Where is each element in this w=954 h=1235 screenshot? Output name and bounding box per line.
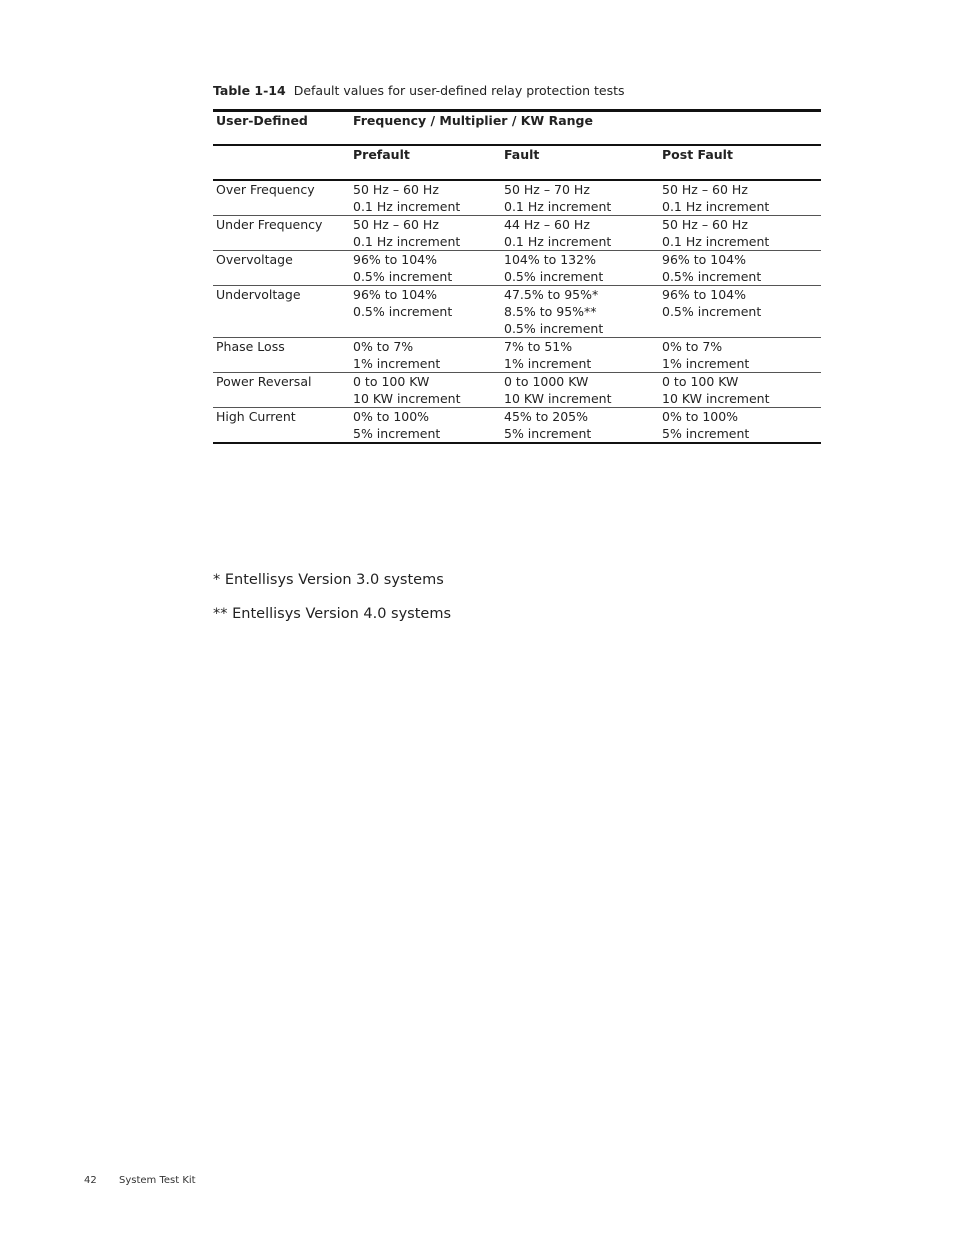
cell-postfault <box>659 372 821 407</box>
table-row <box>213 180 821 216</box>
cell-fault <box>501 250 659 285</box>
cell-postfault <box>659 407 821 443</box>
cell-line: 0.1 Hz increment <box>504 233 612 249</box>
cell-line: 1% increment <box>504 355 592 371</box>
table-row <box>213 407 821 443</box>
cell-prefault <box>350 215 501 250</box>
cell-line: 10 KW increment <box>353 390 461 406</box>
cell-line: 7% to 51% <box>504 338 573 354</box>
row-label: Over Frequency <box>216 181 315 197</box>
row-label: Under Frequency <box>216 216 323 232</box>
table-caption <box>213 83 625 98</box>
cell-line: 1% increment <box>353 355 441 371</box>
cell-line: 104% to 132% <box>504 251 596 267</box>
cell-prefault <box>350 372 501 407</box>
cell-line: 10 KW increment <box>504 390 612 406</box>
table-number: Table 1-14 <box>213 83 286 98</box>
header-prefault: Prefault <box>353 146 410 162</box>
table-row <box>213 285 821 337</box>
cell-fault <box>501 215 659 250</box>
cell-line: 0.1 Hz increment <box>353 233 461 249</box>
cell-line: 0% to 100% <box>662 408 739 424</box>
cell-line: 0 to 100 KW <box>353 373 430 389</box>
cell-line: 0 to 1000 KW <box>504 373 589 389</box>
cell-prefault <box>350 337 501 372</box>
subheader-blank <box>213 145 350 180</box>
page-footer <box>84 1175 196 1186</box>
header-fault: Fault <box>504 146 540 162</box>
row-label: Power Reversal <box>216 373 312 389</box>
cell-postfault <box>659 337 821 372</box>
cell-fault <box>501 285 659 337</box>
cell-line: 0.5% increment <box>504 268 604 284</box>
cell-prefault <box>350 180 501 216</box>
cell-fault <box>501 372 659 407</box>
footnote-version-3: * Entellisys Version 3.0 systems <box>213 572 444 588</box>
header-range-group: Frequency / Multiplier / KW Range <box>353 113 593 128</box>
cell-line: 10 KW increment <box>662 390 770 406</box>
table-row <box>213 372 821 407</box>
cell-line: 5% increment <box>662 425 750 441</box>
cell-line: 0% to 7% <box>662 338 723 354</box>
cell-postfault <box>659 285 821 337</box>
table-caption-text: Default values for user-defined relay protection tests <box>293 83 625 98</box>
cell-line: 44 Hz – 60 Hz <box>504 216 590 232</box>
table-body <box>213 180 821 443</box>
cell-fault <box>501 407 659 443</box>
cell-line: 5% increment <box>353 425 441 441</box>
cell-line: 0.5% increment <box>353 268 453 284</box>
row-label: Undervoltage <box>216 286 301 302</box>
cell-postfault <box>659 250 821 285</box>
cell-line: 50 Hz – 70 Hz <box>504 181 590 197</box>
cell-line: 0.5% increment <box>662 268 762 284</box>
cell-line: 8.5% to 95%** <box>504 303 597 319</box>
cell-line: 96% to 104% <box>353 251 438 267</box>
cell-line: 0.1 Hz increment <box>353 198 461 214</box>
cell-line: 96% to 104% <box>662 251 747 267</box>
cell-line: 50 Hz – 60 Hz <box>662 216 748 232</box>
table-row <box>213 337 821 372</box>
table-subheader-row <box>213 145 821 180</box>
cell-line: 0.1 Hz increment <box>504 198 612 214</box>
cell-line: 0.1 Hz increment <box>662 198 770 214</box>
cell-line: 0.5% increment <box>662 303 762 319</box>
cell-line: 50 Hz – 60 Hz <box>353 216 439 232</box>
cell-line: 1% increment <box>662 355 750 371</box>
cell-prefault <box>350 250 501 285</box>
cell-line: 50 Hz – 60 Hz <box>662 181 748 197</box>
cell-prefault <box>350 407 501 443</box>
row-label: Phase Loss <box>216 338 285 354</box>
cell-fault <box>501 180 659 216</box>
cell-postfault <box>659 215 821 250</box>
footnote-version-4: ** Entellisys Version 4.0 systems <box>213 606 452 622</box>
header-post-fault: Post Fault <box>662 146 733 162</box>
header-user-defined: User-Defined <box>216 113 308 128</box>
row-label: High Current <box>216 408 296 424</box>
cell-line: 45% to 205% <box>504 408 589 424</box>
cell-line: 0.5% increment <box>353 303 453 319</box>
table-header-row <box>213 111 821 145</box>
cell-line: 96% to 104% <box>662 286 747 302</box>
cell-line: 96% to 104% <box>353 286 438 302</box>
cell-fault <box>501 337 659 372</box>
row-label: Overvoltage <box>216 251 293 267</box>
cell-line: 5% increment <box>504 425 592 441</box>
cell-line: 0.5% increment <box>504 320 604 336</box>
cell-prefault <box>350 285 501 337</box>
cell-postfault <box>659 180 821 216</box>
table-row <box>213 250 821 285</box>
cell-line: 47.5% to 95%* <box>504 286 599 302</box>
cell-line: 50 Hz – 60 Hz <box>353 181 439 197</box>
relay-protection-defaults-table <box>213 109 821 444</box>
cell-line: 0% to 7% <box>353 338 414 354</box>
cell-line: 0 to 100 KW <box>662 373 739 389</box>
cell-line: 0% to 100% <box>353 408 430 424</box>
page-number: 42 <box>84 1175 97 1186</box>
table-row <box>213 215 821 250</box>
document-title: System Test Kit <box>119 1175 196 1186</box>
cell-line: 0.1 Hz increment <box>662 233 770 249</box>
